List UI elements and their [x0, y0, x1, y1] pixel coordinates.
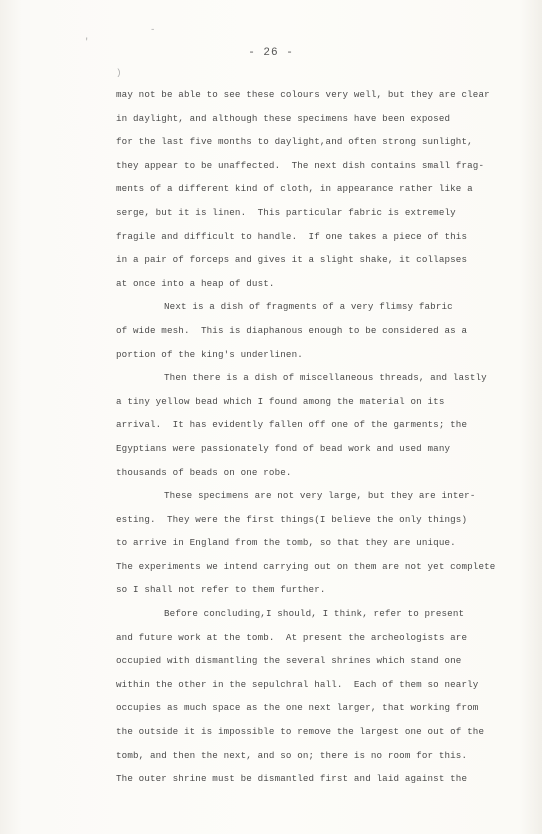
text-line: may not be able to see these colours very well, but they are clear — [116, 89, 490, 100]
text-line: esting. They were the first things(I believe the only things) — [116, 513, 468, 525]
text-line: within the other in the sepulchral hall. Each of them so nearly — [116, 678, 479, 690]
stray-mark-bracket: ) — [116, 68, 122, 78]
text-line: ments of a different kind of cloth, in appearance rather like a — [116, 183, 473, 195]
text-line: serge, but it is linen. This particular fabric is extremely — [116, 206, 456, 218]
text-line: occupied with dismantling the several shrines which stand one — [116, 655, 462, 667]
typed-text-body — [116, 83, 528, 791]
text-line: at once into a heap of dust. — [116, 277, 275, 289]
text-line: for the last five months to daylight,and often strong sunlight, — [116, 136, 473, 148]
text-line: tomb, and then the next, and so on; there is no room for this. — [116, 749, 468, 761]
text-line: in daylight, and although these specimens have been exposed — [116, 112, 451, 124]
paragraph — [116, 83, 528, 295]
text-line: These specimens are not very large, but they are inter- — [164, 490, 476, 502]
text-line: The experiments we intend carrying out on them are not yet complete — [116, 560, 496, 572]
text-line: Before concluding,I should, I think, refer to present — [164, 608, 465, 620]
stray-mark-top: - — [150, 25, 156, 35]
paragraph — [116, 602, 528, 791]
text-line: a tiny yellow bead which I found among the material on its — [116, 395, 445, 407]
text-line: the outside it is impossible to remove the largest one out of the — [116, 726, 485, 738]
text-line: portion of the king's underlinen. — [116, 348, 303, 360]
text-line: and future work at the tomb. At present the archeologists are — [116, 631, 468, 643]
text-line: Egyptians were passionately fond of bead work and used many — [116, 442, 451, 454]
text-line: they appear to be unaffected. The next dish contains small frag- — [116, 159, 485, 171]
text-line: so I shall not refer to them further. — [116, 584, 326, 596]
text-line: thousands of beads on one robe. — [116, 466, 292, 478]
text-line: arrival. It has evidently fallen off one of the garments; the — [116, 419, 468, 431]
paragraph — [116, 295, 528, 366]
text-line: to arrive in England from the tomb, so that they are unique. — [116, 537, 456, 549]
text-line: fragile and difficult to handle. If one takes a piece of this — [116, 230, 468, 242]
text-line: in a pair of forceps and gives it a slight shake, it collapses — [116, 254, 468, 266]
stray-mark-left: ' — [84, 37, 90, 47]
paragraph — [116, 484, 528, 602]
text-line: of wide mesh. This is diaphanous enough to be considered as a — [116, 324, 468, 336]
text-line: occupies as much space as the one next larger, that working from — [116, 702, 479, 714]
text-line: Next is a dish of fragments of a very flimsy fabric — [164, 301, 453, 313]
text-line: Then there is a dish of miscellaneous threads, and lastly — [164, 372, 487, 384]
text-line: The outer shrine must be dismantled first and laid against the — [116, 773, 468, 785]
page-number: - 26 - — [248, 47, 294, 59]
paragraph — [116, 366, 528, 484]
